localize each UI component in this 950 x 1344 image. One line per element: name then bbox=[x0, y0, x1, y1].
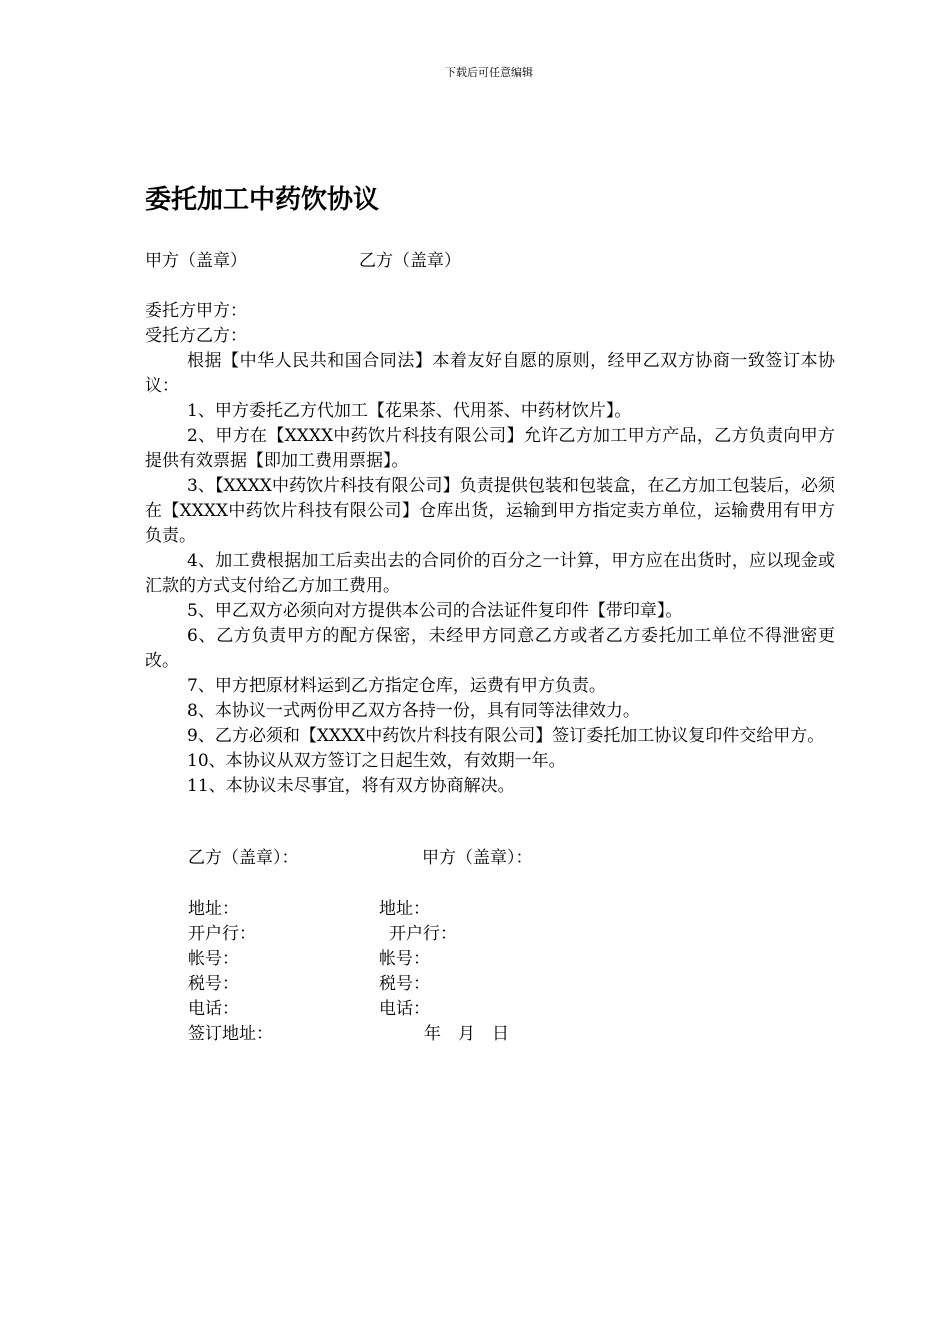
top-seal-party-b: 乙方（盖章） bbox=[359, 251, 461, 271]
right-phone-label: 电话： bbox=[379, 999, 430, 1019]
clause-9: 9、乙方必须和【XXXX中药饮片科技有限公司】签订委托加工协议复印件交给甲方。 bbox=[187, 726, 825, 746]
right-account-label: 帐号： bbox=[379, 949, 430, 969]
preamble: 根据【中华人民共和国合同法】本着友好自愿的原则，经甲乙双方协商一致签订本协议： bbox=[145, 351, 835, 396]
clause-8: 8、本协议一式两份甲乙双方各持一份，具有同等法律效力。 bbox=[187, 701, 640, 721]
agreement-body bbox=[145, 299, 835, 799]
signature-party-b-seal: 乙方（盖章）： bbox=[188, 848, 299, 868]
sign-date-label: 年 月 日 bbox=[424, 1024, 509, 1044]
document-title: 委托加工中药饮协议 bbox=[145, 185, 380, 215]
clause-11: 11、本协议未尽事宜，将有双方协商解决。 bbox=[187, 776, 515, 796]
left-phone-label: 电话： bbox=[188, 999, 239, 1019]
clause-10: 10、本协议从双方签订之日起生效，有效期一年。 bbox=[187, 751, 566, 771]
clause-4: 4、加工费根据加工后卖出去的合同价的百分之一计算，甲方应在出货时，应以现金或汇款的方式支付给乙方加工费用。 bbox=[145, 551, 835, 596]
right-bank-label: 开户行： bbox=[389, 924, 457, 944]
top-seal-party-a: 甲方（盖章） bbox=[145, 251, 247, 271]
sign-place-label: 签订地址： bbox=[188, 1024, 273, 1044]
left-tax-label: 税号： bbox=[188, 974, 239, 994]
left-address-label: 地址： bbox=[188, 899, 239, 919]
right-address-label: 地址： bbox=[379, 899, 430, 919]
clause-3: 3、【XXXX中药饮片科技有限公司】负责提供包装和包装盒，在乙方加工包装后，必须在【XXXX中药饮片科技有限公司】仓库出货，运输到甲方指定卖方单位，运输费用有甲方负责。 bbox=[145, 476, 835, 546]
entrusting-party-line: 委托方甲方： bbox=[145, 301, 247, 321]
header-note: 下载后可任意编辑 bbox=[445, 66, 533, 79]
clause-7: 7、甲方把原材料运到乙方指定仓库，运费有甲方负责。 bbox=[187, 676, 606, 696]
left-bank-label: 开户行： bbox=[188, 924, 256, 944]
clause-2: 2、甲方在【XXXX中药饮片科技有限公司】允许乙方加工甲方产品，乙方负责向甲方提供有效票据【即加工费用票据】。 bbox=[145, 426, 835, 471]
left-account-label: 帐号： bbox=[188, 949, 239, 969]
clause-5: 5、甲乙双方必须向对方提供本公司的合法证件复印件【带印章】。 bbox=[187, 601, 683, 621]
clause-6: 6、乙方负责甲方的配方保密，未经甲方同意乙方或者乙方委托加工单位不得泄密更改。 bbox=[145, 626, 835, 671]
entrusted-party-line: 受托方乙方： bbox=[145, 326, 247, 346]
signature-party-a-seal: 甲方（盖章）： bbox=[422, 848, 533, 868]
clause-1: 1、甲方委托乙方代加工【花果茶、代用茶、中药材饮片】。 bbox=[187, 401, 632, 421]
right-tax-label: 税号： bbox=[379, 974, 430, 994]
